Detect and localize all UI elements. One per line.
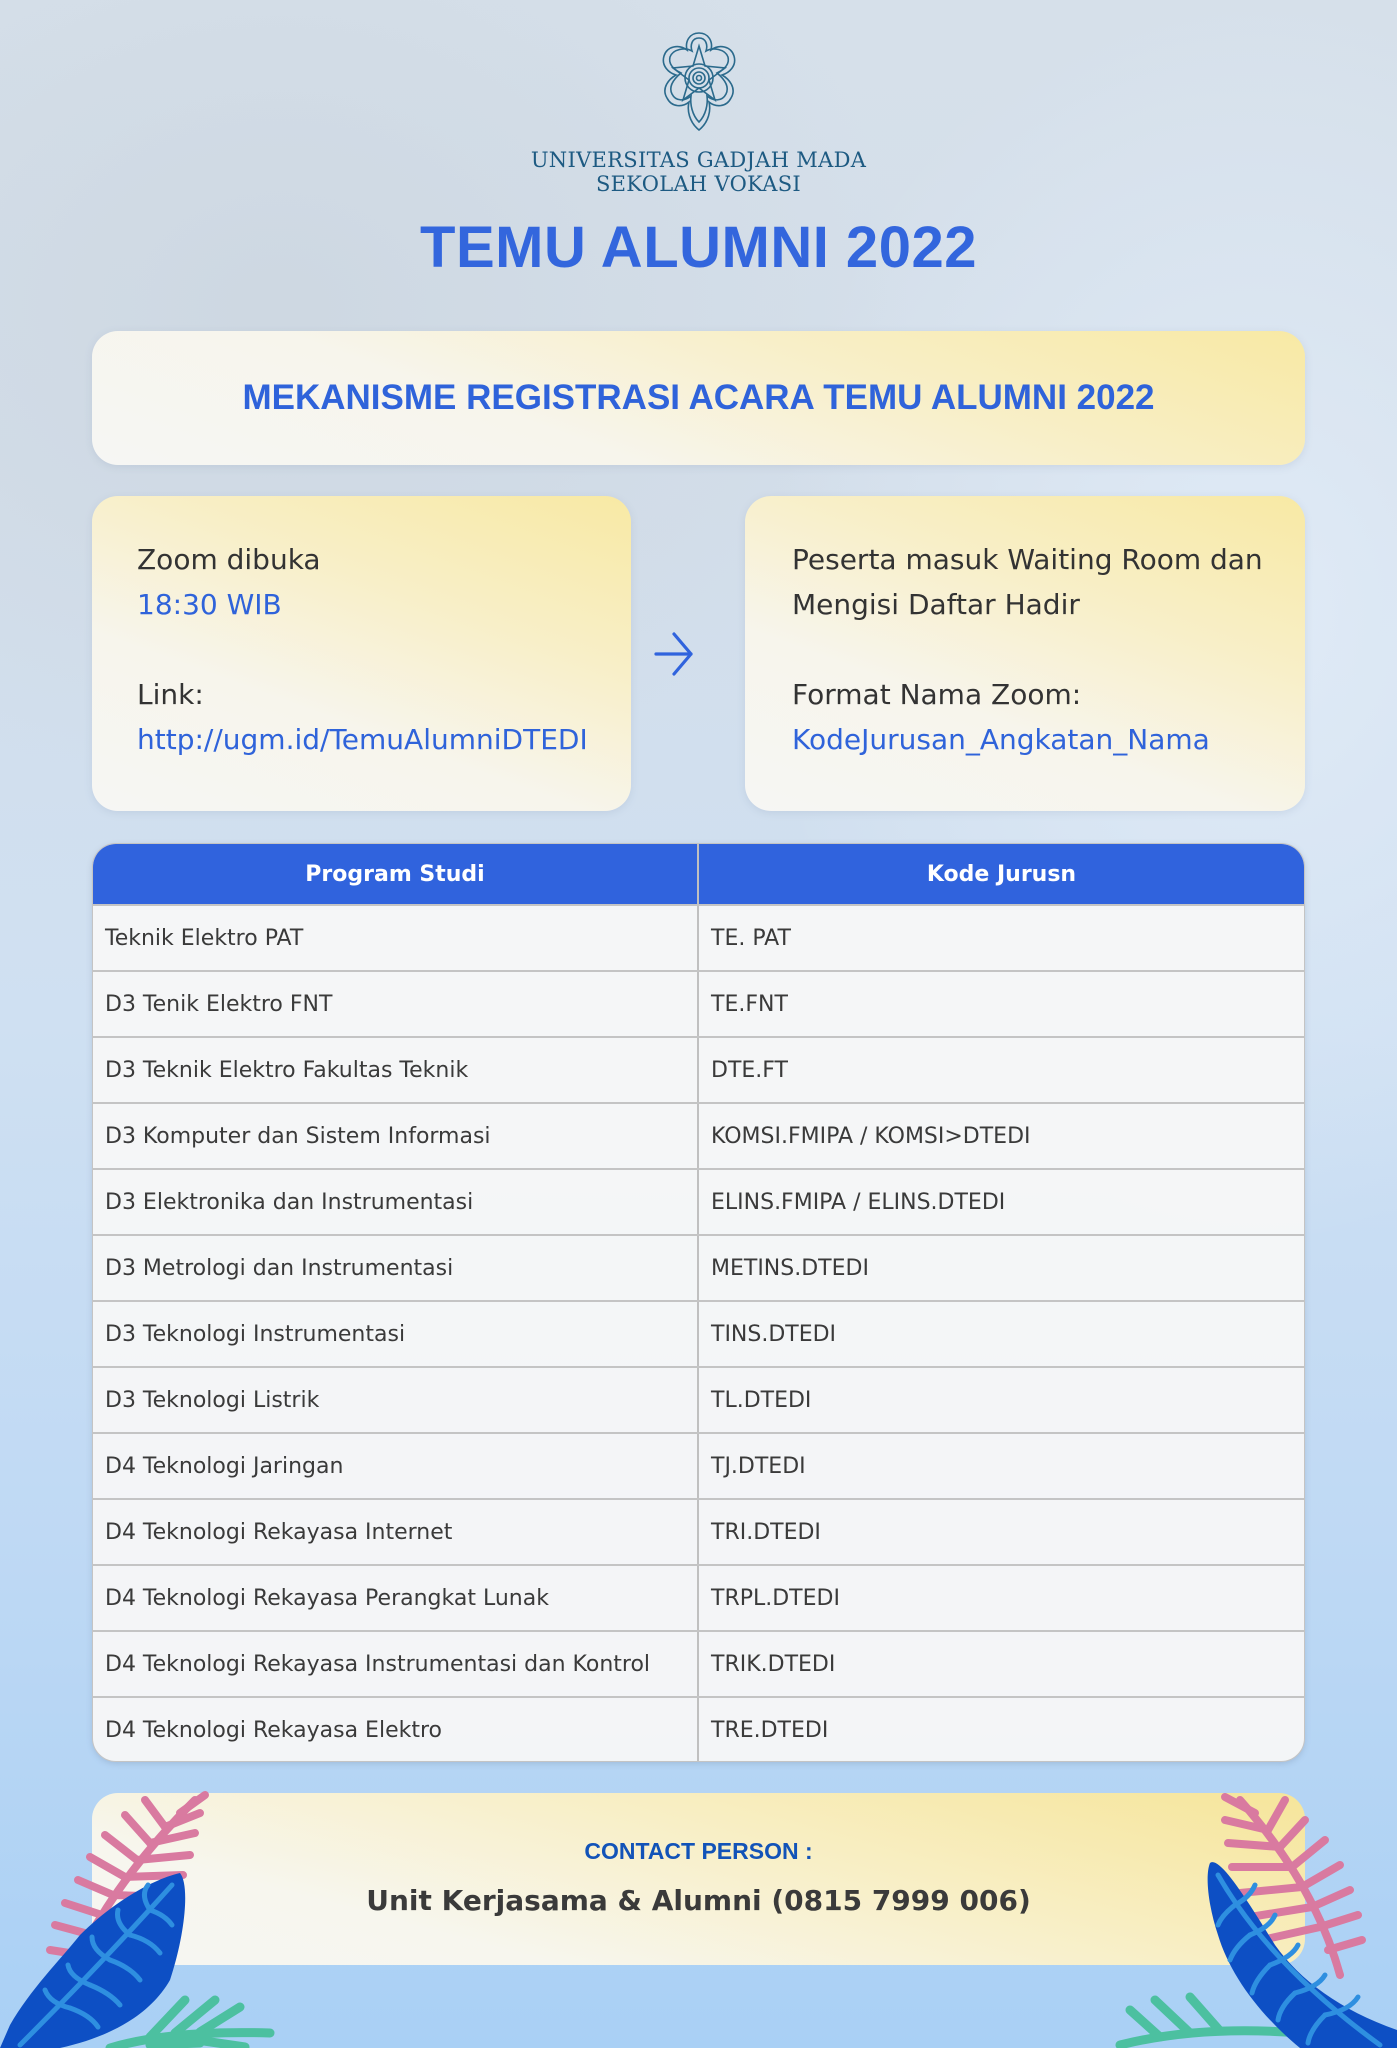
waiting-room-line1: Peserta masuk Waiting Room dan xyxy=(792,543,1263,576)
code-cell: ELINS.FMIPA / ELINS.DTEDI xyxy=(711,1189,1006,1215)
program-cell: D4 Teknologi Jaringan xyxy=(93,1434,699,1498)
table-row xyxy=(93,1564,1304,1630)
code-cell: TRI.DTEDI xyxy=(711,1519,821,1545)
table-row xyxy=(93,1696,1304,1762)
code-cell: TRE.DTEDI xyxy=(711,1717,829,1743)
zoom-open-label: Zoom dibuka xyxy=(137,543,321,576)
zoom-link[interactable]: http://ugm.id/TemuAlumniDTEDI xyxy=(137,723,588,756)
code-cell: TL.DTEDI xyxy=(711,1387,812,1413)
contact-person-value: Unit Kerjasama & Alumni (0815 7999 006) xyxy=(366,1884,1031,1917)
name-format-value: KodeJurusan_Angkatan_Nama xyxy=(792,723,1210,756)
table-header xyxy=(93,844,1304,904)
arrow-right-icon xyxy=(654,626,694,682)
column-header-program: Program Studi xyxy=(93,844,699,904)
code-cell: TE.FNT xyxy=(711,991,788,1017)
program-cell: D3 Teknik Elektro Fakultas Teknik xyxy=(93,1038,699,1102)
program-cell: D4 Teknologi Rekayasa Elektro xyxy=(93,1698,699,1762)
program-cell: D4 Teknologi Rekayasa Instrumentasi dan Kontrol xyxy=(93,1632,699,1696)
page-title: TEMU ALUMNI 2022 xyxy=(420,215,977,280)
university-name: UNIVERSITAS GADJAH MADA xyxy=(530,148,867,172)
code-cell: TRPL.DTEDI xyxy=(711,1585,840,1611)
program-cell: D3 Tenik Elektro FNT xyxy=(93,972,699,1036)
code-cell: TE. PAT xyxy=(711,925,791,951)
program-cell: Teknik Elektro PAT xyxy=(93,906,699,970)
program-cell: D3 Komputer dan Sistem Informasi xyxy=(93,1104,699,1168)
contact-person-label: CONTACT PERSON : xyxy=(584,1838,813,1864)
faculty-name: SEKOLAH VOKASI xyxy=(595,172,802,196)
table-row xyxy=(93,1102,1304,1168)
table-row xyxy=(93,1630,1304,1696)
leaf-decoration-icon xyxy=(0,1775,300,2048)
table-row xyxy=(93,1432,1304,1498)
ugm-emblem-icon xyxy=(648,30,750,134)
code-cell: TRIK.DTEDI xyxy=(711,1651,836,1677)
section-banner-title: MEKANISME REGISTRASI ACARA TEMU ALUMNI 2022 xyxy=(242,378,1155,417)
name-format-label: Format Nama Zoom: xyxy=(792,678,1082,711)
table-row xyxy=(93,1300,1304,1366)
table-row xyxy=(93,1234,1304,1300)
table-row xyxy=(93,970,1304,1036)
code-cell: DTE.FT xyxy=(711,1057,788,1083)
column-header-code: Kode Jurusn xyxy=(926,861,1077,887)
table-row xyxy=(93,1168,1304,1234)
code-cell: METINS.DTEDI xyxy=(711,1255,869,1281)
waiting-room-line2: Mengisi Daftar Hadir xyxy=(792,588,1080,621)
table-row xyxy=(93,1498,1304,1564)
table-row xyxy=(93,904,1304,970)
code-cell: TINS.DTEDI xyxy=(711,1321,837,1347)
program-cell: D3 Metrologi dan Instrumentasi xyxy=(93,1236,699,1300)
link-label: Link: xyxy=(137,678,204,711)
code-cell: TJ.DTEDI xyxy=(711,1453,806,1479)
program-cell: D3 Teknologi Listrik xyxy=(93,1368,699,1432)
code-cell: KOMSI.FMIPA / KOMSI>DTEDI xyxy=(711,1123,1031,1149)
step-waiting-room-card xyxy=(745,496,1305,811)
program-cell: D4 Teknologi Rekayasa Perangkat Lunak xyxy=(93,1566,699,1630)
table-row xyxy=(93,1366,1304,1432)
program-cell: D4 Teknologi Rekayasa Internet xyxy=(93,1500,699,1564)
program-code-table xyxy=(92,843,1305,1762)
program-cell: D3 Teknologi Instrumentasi xyxy=(93,1302,699,1366)
table-row xyxy=(93,1036,1304,1102)
program-cell: D3 Elektronika dan Instrumentasi xyxy=(93,1170,699,1234)
step-zoom-open-card xyxy=(92,496,631,811)
zoom-open-time: 18:30 WIB xyxy=(137,588,282,621)
leaf-decoration-icon xyxy=(1100,1775,1397,2048)
